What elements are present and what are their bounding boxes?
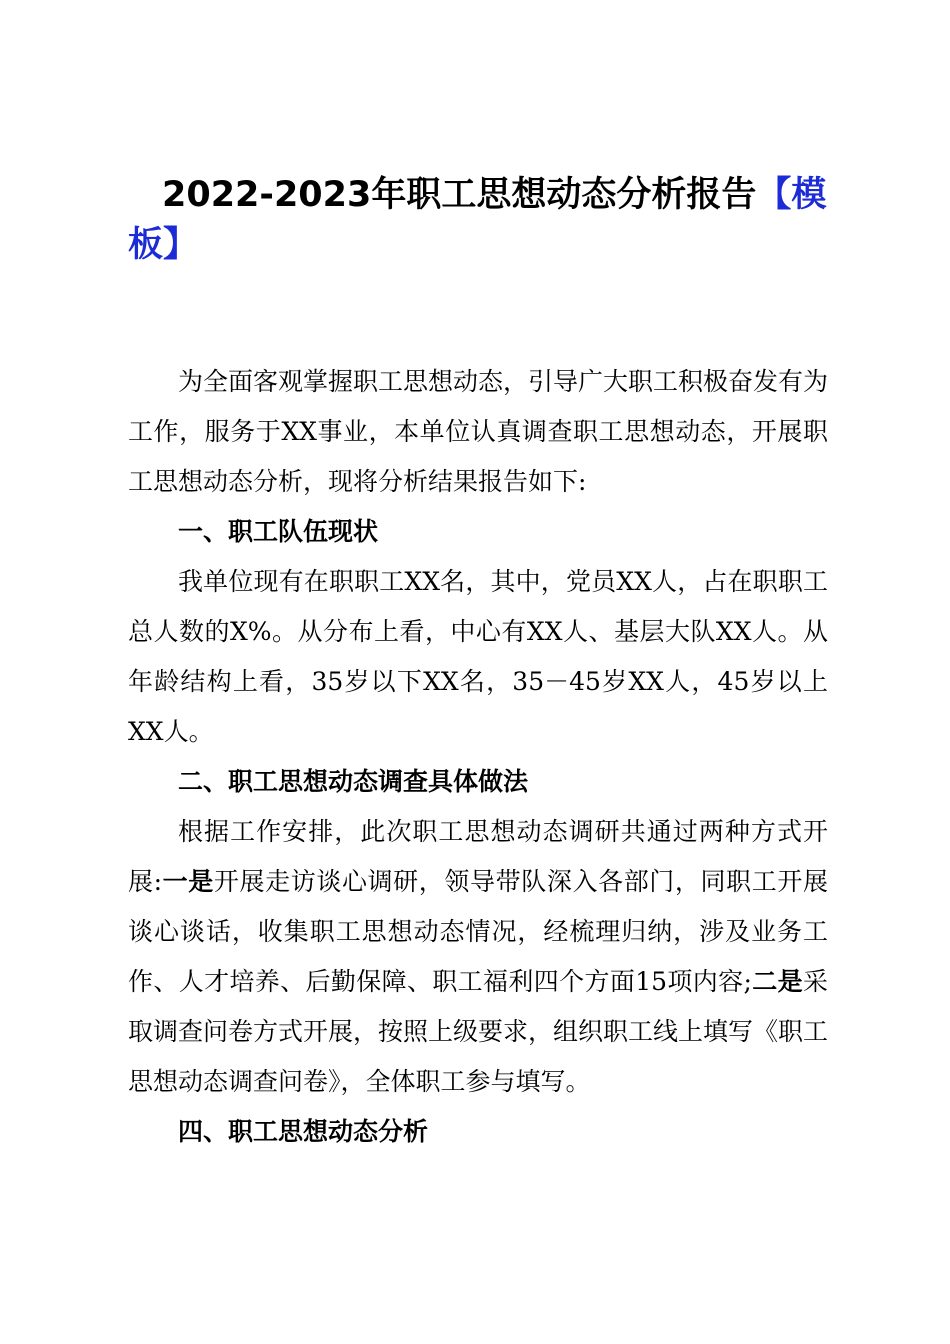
section-2-lead: 根据工作安排，此次职工思想动态调研共通过两种方式开展: [128,817,828,896]
second-method-label: 二是 [751,967,803,996]
document-body [128,357,828,1157]
title-main: 2022-2023年职工思想动态分析报告 [162,175,757,215]
section-2-heading: 二、职工思想动态调查具体做法 [178,767,529,796]
section-4-heading: 四、职工思想动态分析 [178,1117,429,1146]
second-method-text: 采取调查问卷方式开展，按照上级要求，组织职工线上填写《职工思想动态调查问卷》，全体职工参与填写。 [128,967,829,1096]
first-method-label: 一是 [162,867,214,896]
title-accent: 【模板】 [128,175,827,265]
section-1-paragraph: 我单位现有在职职工XX名，其中，党员XX人，占在职职工总人数的X%。从分布上看，中心有XX人、基层大队XX人。从年龄结构上看，35岁以下XX名，35－45岁XX人，45岁以上XX人。 [128,567,828,746]
section-2-paragraph [128,807,828,1107]
first-method-text: 开展走访谈心调研，领导带队深入各部门，同职工开展谈心谈话，收集职工思想动态情况，经梳理归纳，涉及业务工作、人才培养、后勤保障、职工福利四个方面15项内容; [128,867,828,996]
document-title [128,170,838,270]
section-1-heading: 一、职工队伍现状 [178,517,379,546]
intro-paragraph: 为全面客观掌握职工思想动态，引导广大职工积极奋发有为工作，服务于XX事业，本单位认真调查职工思想动态，开展职工思想动态分析，现将分析结果报告如下: [128,367,829,496]
